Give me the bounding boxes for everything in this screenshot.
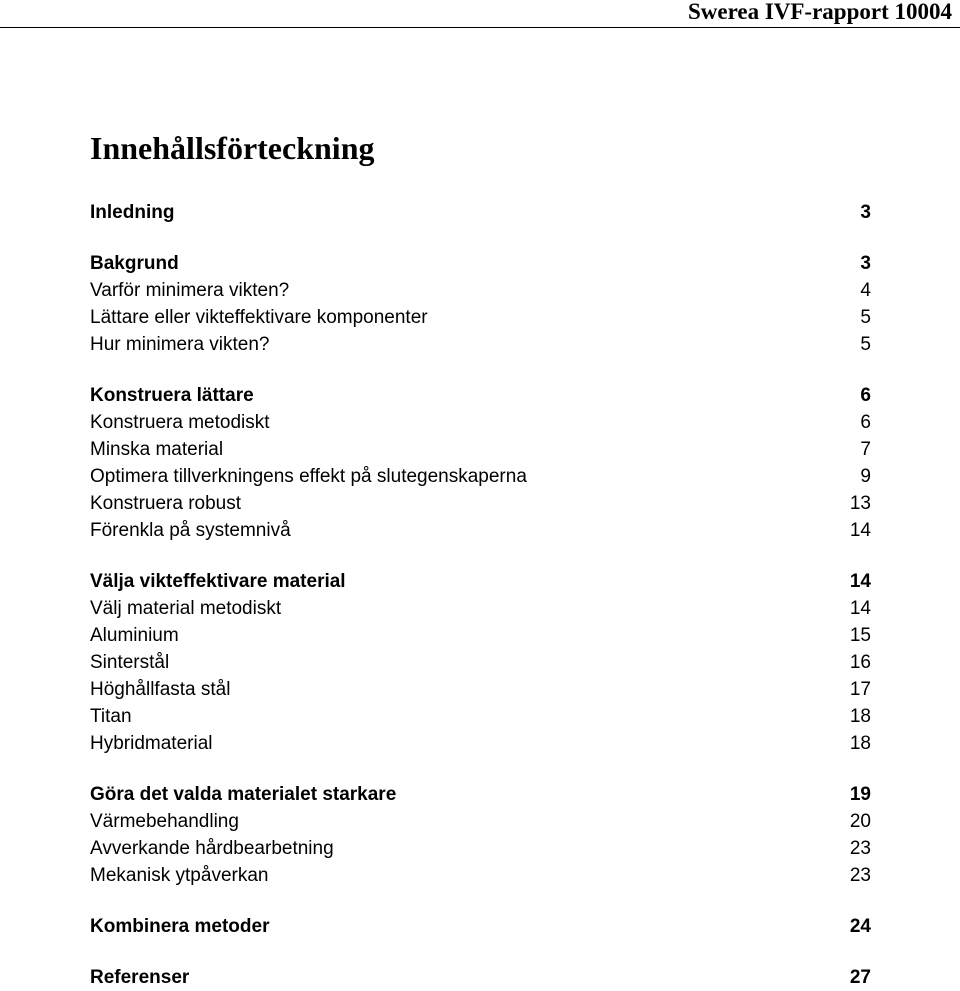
toc-subsection-entry[interactable]	[90, 649, 871, 676]
toc-entry-label: Konstruera metodiskt	[90, 412, 270, 433]
page-header	[0, 0, 960, 30]
toc-entry-page-number: 24	[849, 916, 871, 937]
toc-section	[90, 568, 871, 757]
toc-entry-page-number: 6	[860, 412, 871, 433]
toc-subsection-entry[interactable]	[90, 676, 871, 703]
toc-subsection-entry[interactable]	[90, 409, 871, 436]
toc-entry-label: Hur minimera vikten?	[90, 334, 270, 355]
toc-entry-page-number: 14	[849, 571, 871, 592]
toc-entry-label: Konstruera lättare	[90, 385, 254, 406]
toc-subsection-entry[interactable]	[90, 622, 871, 649]
toc-entry-label: Välja vikteffektivare material	[90, 571, 346, 592]
toc-subsection-entry[interactable]	[90, 808, 871, 835]
toc-chapter-entry[interactable]	[90, 781, 871, 808]
toc-entry-page-number: 3	[860, 202, 871, 223]
toc-subsection-entry[interactable]	[90, 304, 871, 331]
toc-entry-label: Kombinera metoder	[90, 916, 270, 937]
toc-entry-label: Inledning	[90, 202, 175, 223]
toc-entry-label: Bakgrund	[90, 253, 179, 274]
toc-section	[90, 781, 871, 889]
toc-entry-page-number: 4	[860, 280, 871, 301]
toc-entry-label: Lättare eller vikteffektivare komponenter	[90, 307, 428, 328]
toc-entry-label: Värmebehandling	[90, 811, 239, 832]
toc-subsection-entry[interactable]	[90, 331, 871, 358]
toc-entry-page-number: 13	[849, 493, 871, 514]
toc-entry-page-number: 3	[860, 253, 871, 274]
toc-entry-page-number: 18	[849, 733, 871, 754]
toc-entry-label: Göra det valda materialet starkare	[90, 784, 397, 805]
toc-entry-label: Titan	[90, 706, 132, 727]
toc-entry-label: Aluminium	[90, 625, 179, 646]
toc-entry-label: Höghållfasta stål	[90, 679, 231, 700]
toc-entry-page-number: 15	[849, 625, 871, 646]
toc-chapter-entry[interactable]	[90, 964, 871, 991]
toc-entry-label: Varför minimera vikten?	[90, 280, 290, 301]
toc-entry-page-number: 7	[860, 439, 871, 460]
toc-chapter-entry[interactable]	[90, 250, 871, 277]
toc-chapter-entry[interactable]	[90, 382, 871, 409]
toc-chapter-entry[interactable]	[90, 199, 871, 226]
toc-section	[90, 964, 871, 991]
table-of-contents	[90, 199, 871, 991]
toc-chapter-entry[interactable]	[90, 568, 871, 595]
toc-section	[90, 250, 871, 358]
toc-entry-label: Sinterstål	[90, 652, 170, 673]
toc-entry-page-number: 14	[849, 598, 871, 619]
toc-entry-label: Hybridmaterial	[90, 733, 213, 754]
toc-entry-page-number: 18	[849, 706, 871, 727]
toc-entry-label: Välj material metodiskt	[90, 598, 282, 619]
toc-section	[90, 199, 871, 226]
toc-entry-page-number: 20	[849, 811, 871, 832]
toc-entry-page-number: 23	[849, 838, 871, 859]
toc-entry-label: Avverkande hårdbearbetning	[90, 838, 334, 859]
toc-entry-label: Konstruera robust	[90, 493, 242, 514]
toc-entry-page-number: 14	[849, 520, 871, 541]
toc-entry-page-number: 5	[860, 334, 871, 355]
toc-subsection-entry[interactable]	[90, 835, 871, 862]
report-title: Swerea IVF-rapport 10004	[687, 0, 952, 24]
header-divider	[0, 27, 960, 28]
toc-entry-label: Minska material	[90, 439, 224, 460]
toc-subsection-entry[interactable]	[90, 703, 871, 730]
toc-subsection-entry[interactable]	[90, 862, 871, 889]
toc-entry-page-number: 6	[860, 385, 871, 406]
toc-entry-label: Optimera tillverkningens effekt på slutegenskaperna	[90, 466, 527, 487]
toc-subsection-entry[interactable]	[90, 490, 871, 517]
toc-entry-page-number: 19	[849, 784, 871, 805]
toc-subsection-entry[interactable]	[90, 595, 871, 622]
toc-entry-page-number: 16	[849, 652, 871, 673]
toc-section	[90, 913, 871, 940]
toc-entry-page-number: 23	[849, 865, 871, 886]
toc-subsection-entry[interactable]	[90, 277, 871, 304]
toc-entry-page-number: 9	[860, 466, 871, 487]
toc-chapter-entry[interactable]	[90, 913, 871, 940]
toc-subsection-entry[interactable]	[90, 730, 871, 757]
toc-subsection-entry[interactable]	[90, 436, 871, 463]
toc-entry-label: Mekanisk ytpåverkan	[90, 865, 269, 886]
toc-subsection-entry[interactable]	[90, 463, 871, 490]
toc-entry-label: Referenser	[90, 967, 190, 988]
toc-subsection-entry[interactable]	[90, 517, 871, 544]
toc-entry-page-number: 5	[860, 307, 871, 328]
toc-entry-label: Förenkla på systemnivå	[90, 520, 291, 541]
toc-entry-page-number: 17	[849, 679, 871, 700]
toc-section	[90, 382, 871, 544]
toc-entry-page-number: 27	[849, 967, 871, 988]
toc-title: Innehållsförteckning	[90, 130, 375, 166]
